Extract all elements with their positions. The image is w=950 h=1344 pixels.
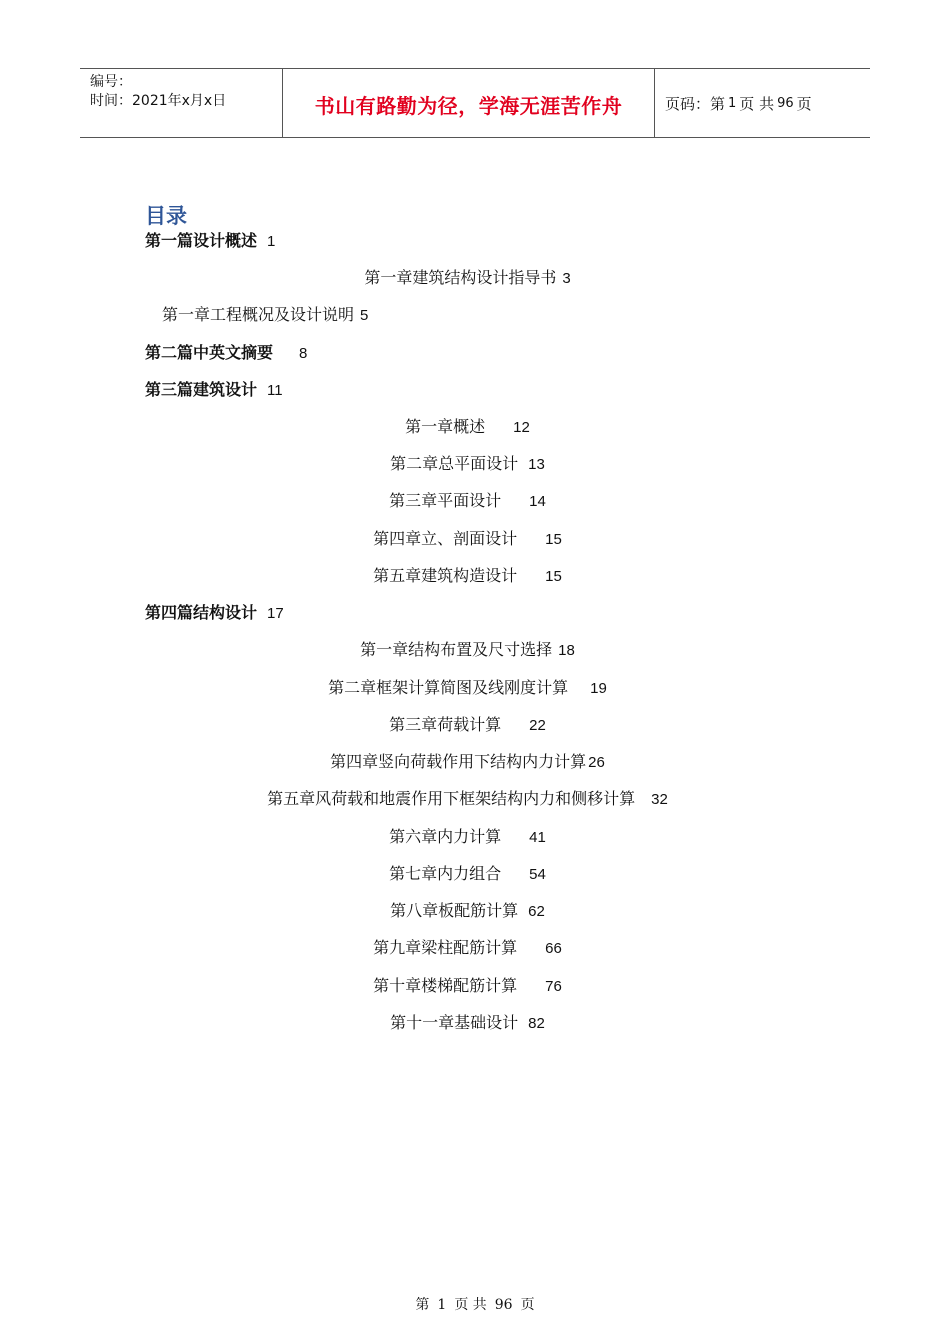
toc-chapter[interactable] xyxy=(0,678,935,699)
toc-entry-page: 15 xyxy=(545,531,562,548)
toc-entry-label: 第十章楼梯配筋计算 xyxy=(373,976,518,995)
toc-entry-page: 11 xyxy=(267,382,283,399)
toc-chapter[interactable] xyxy=(0,789,935,810)
footer-total: 96 xyxy=(494,1297,513,1313)
footer-suffix: 页 xyxy=(520,1297,535,1313)
header-page-info xyxy=(655,69,870,137)
toc-entry-label: 第三章平面设计 xyxy=(389,491,502,510)
toc-entry-page: 15 xyxy=(545,568,562,585)
page-footer xyxy=(0,1294,950,1314)
header-meta xyxy=(80,69,282,137)
toc-entry-label: 第六章内力计算 xyxy=(389,827,502,846)
toc-entry-label: 第二章总平面设计 xyxy=(390,454,519,473)
toc-entry-label: 第一篇设计概述 xyxy=(145,231,258,250)
toc-entry-label: 第一章概述 xyxy=(405,417,486,436)
toc-title: 目录 xyxy=(145,204,187,228)
toc-entry-label: 第三章荷载计算 xyxy=(389,715,502,734)
toc-entry-label: 第三篇建筑设计 xyxy=(145,380,258,399)
toc-chapter[interactable] xyxy=(0,268,935,289)
toc-entry-label: 第一章结构布置及尺寸选择 xyxy=(360,640,553,659)
toc-chapter[interactable] xyxy=(0,715,935,736)
toc-entry-label: 第八章板配筋计算 xyxy=(390,901,519,920)
toc-entry-label: 第四篇结构设计 xyxy=(145,603,258,622)
motto-text: 书山有路勤为径，学海无涯苦作舟 xyxy=(314,93,623,118)
toc-chapter[interactable] xyxy=(0,454,935,475)
toc-chapter[interactable] xyxy=(0,1013,935,1034)
toc-entry-page: 62 xyxy=(528,903,545,920)
toc-entry-label: 第四章立、剖面设计 xyxy=(373,529,518,548)
toc-entry-page: 8 xyxy=(299,345,308,362)
page-mid: 页 共 xyxy=(739,94,775,113)
toc-chapter[interactable] xyxy=(0,491,935,512)
toc-chapter[interactable] xyxy=(0,976,935,997)
toc-entry-page: 12 xyxy=(513,419,530,436)
toc-entry-label: 第九章梁柱配筋计算 xyxy=(373,938,518,957)
footer-mid: 页 共 xyxy=(454,1297,487,1313)
toc-chapter[interactable] xyxy=(0,640,935,661)
toc-entry-page: 66 xyxy=(545,940,562,957)
toc-entry-label: 第四章竖向荷载作用下结构内力计算 xyxy=(330,752,587,771)
page-header xyxy=(80,68,870,138)
toc-part-3[interactable] xyxy=(145,380,283,401)
toc-entry-label: 第五章建筑构造设计 xyxy=(373,566,518,585)
time-label: 时间：2021年x月x日 xyxy=(90,93,227,109)
toc-entry-page: 76 xyxy=(545,978,562,995)
toc-entry-page: 41 xyxy=(529,829,546,846)
toc-chapter[interactable] xyxy=(0,529,935,550)
toc-entry-page: 19 xyxy=(590,680,607,697)
toc-entry-label: 第五章风荷载和地震作用下框架结构内力和侧移计算 xyxy=(267,789,636,808)
toc-chapter[interactable] xyxy=(0,827,935,848)
toc-chapter[interactable] xyxy=(0,901,935,922)
toc-entry-page: 13 xyxy=(528,456,545,473)
toc-entry-page: 5 xyxy=(360,307,369,324)
toc-entry-page: 18 xyxy=(558,642,575,659)
toc-entry-page: 82 xyxy=(528,1015,545,1032)
header-motto-cell xyxy=(282,69,655,137)
toc-entry-label: 第一章工程概况及设计说明 xyxy=(162,305,355,324)
toc-entry-label: 第七章内力组合 xyxy=(389,864,502,883)
toc-entry-page: 3 xyxy=(562,270,571,287)
toc-entry-page: 22 xyxy=(529,717,546,734)
toc-entry-page: 17 xyxy=(267,605,284,622)
number-label: 编号： xyxy=(90,74,132,90)
toc-chapter[interactable] xyxy=(0,752,935,773)
page-total: 96 xyxy=(777,95,794,111)
toc-chapter[interactable] xyxy=(162,305,368,326)
toc-entry-page: 14 xyxy=(529,493,546,510)
footer-current: 1 xyxy=(437,1297,447,1313)
toc-entry-label: 第一章建筑结构设计指导书 xyxy=(364,268,557,287)
page-prefix: 页码：第 xyxy=(665,94,726,113)
toc-entry-label: 第二篇中英文摘要 xyxy=(145,343,274,362)
toc-chapter[interactable] xyxy=(0,938,935,959)
page-suffix: 页 xyxy=(796,94,812,113)
footer-prefix: 第 xyxy=(415,1297,430,1313)
toc-part-2[interactable] xyxy=(145,343,307,364)
toc-entry-page: 32 xyxy=(651,791,668,808)
page-current: 1 xyxy=(728,95,737,111)
toc-entry-page: 1 xyxy=(267,233,276,250)
toc-chapter[interactable] xyxy=(0,417,935,438)
toc-entry-label: 第二章框架计算简图及线刚度计算 xyxy=(328,678,569,697)
toc-part-4[interactable] xyxy=(145,603,284,624)
toc-chapter[interactable] xyxy=(0,566,935,587)
toc-part-1[interactable] xyxy=(145,231,275,252)
toc-entry-page: 54 xyxy=(529,866,546,883)
toc-entry-page: 26 xyxy=(588,754,605,771)
toc-entry-label: 第十一章基础设计 xyxy=(390,1013,519,1032)
toc-chapter[interactable] xyxy=(0,864,935,885)
